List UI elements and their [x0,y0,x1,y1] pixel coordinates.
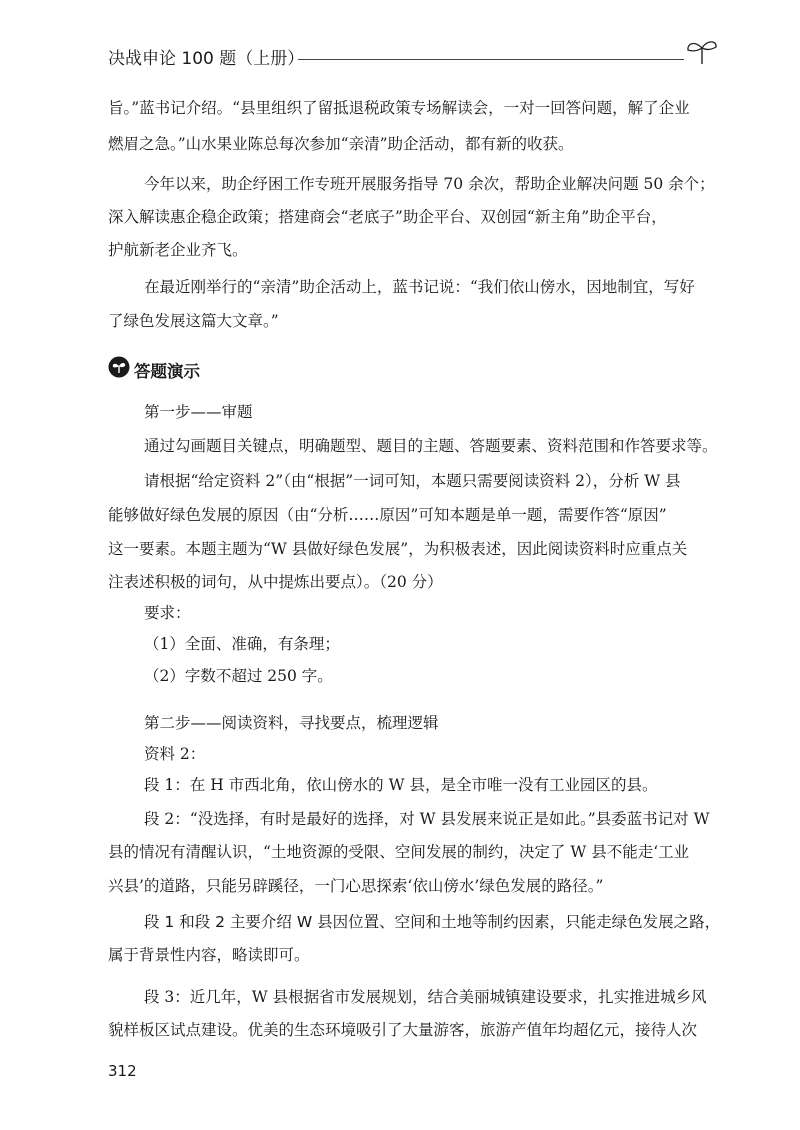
material-label: 资料 2： [144,745,206,763]
text-line: 今年以来，助企纾困工作专班开展服务指导 70 余次，帮助企业解决问题 50 余个； [144,175,715,193]
requirement-item: （2）字数不超过 250 字。 [144,667,333,685]
text-line: 兴县’的道路，只能另辟蹊径，一门心思探索‘依山傍水’绿色发展的路径。” [108,877,604,895]
section-title: 答题演示 [134,362,200,381]
text-line: 注表述积极的词句，从中提炼出要点）。（20 分） [108,573,443,591]
text-line: 这一要素。本题主题为“W 县做好绿色发展”，为积极表述，因此阅读资料时应重点关 [108,540,688,558]
running-header [108,36,720,70]
step1-title: 第一步——审题 [144,403,253,421]
analysis-note: 属于背景性内容，略读即可。 [108,946,310,964]
text-line: 县的情况有清醒认识，“土地资源的受限、空间发展的制约，决定了 W 县不能走‘工业 [108,843,690,861]
text-line: 能够做好绿色发展的原因（由“分析……原因”可知本题是单一题，需要作答“原因” [108,506,667,524]
sprout-icon [684,36,720,66]
text-line: 段 2：“没选择，有时是最好的选择，对 W 县发展来说正是如此。”县委蓝书记对 W [144,810,710,828]
text-line: 通过勾画题目关键点，明确题型、题目的主题、答题要素、资料范围和作答要求等。 [144,437,718,455]
requirements-label: 要求： [144,604,191,622]
text-line: 深入解读惠企稳企政策；搭建商会“老底子”助企平台、双创园“新主角”助企平台， [108,208,667,226]
text-line: 段 1：在 H 市西北角，依山傍水的 W 县，是全市唯一没有工业园区的县。 [144,776,658,794]
text-line: 段 3：近几年，W 县根据省市发展规划，结合美丽城镇建设要求，扎实推进城乡风 [144,988,707,1006]
analysis-note: 段 1 和段 2 主要介绍 W 县因位置、空间和土地等制约因素，只能走绿色发展之路， [144,913,721,931]
sprout-badge-icon [108,356,130,378]
text-line: 了绿色发展这篇大文章。” [108,312,279,330]
text-line: 在最近刚举行的“亲清”助企活动上，蓝书记说：“我们依山傍水，因地制宜，写好 [144,278,695,296]
text-line: 貌样板区试点建设。优美的生态环境吸引了大量游客，旅游产值年均超亿元，接待人次 [108,1021,698,1039]
page-number: 312 [108,1062,137,1080]
text-line: 护航新老企业齐飞。 [108,241,248,259]
requirement-item: （1）全面、准确，有条理； [144,635,340,653]
header-title: 决战申论 100 题（上册） [108,49,305,69]
text-line: 请根据“给定资料 2”（由“根据”一词可知，本题只需要阅读资料 2），分析 W 县 [144,472,681,490]
text-line: 旨。”蓝书记介绍。“县里组织了留抵退税政策专场解读会，一对一回答问题，解了企业 [108,99,690,117]
step2-title: 第二步——阅读资料，寻找要点，梳理逻辑 [144,714,439,732]
header-rule [298,59,684,60]
text-line: 燃眉之急。”山水果业陈总每次参加“亲清”助企活动，都有新的收获。 [108,135,574,153]
